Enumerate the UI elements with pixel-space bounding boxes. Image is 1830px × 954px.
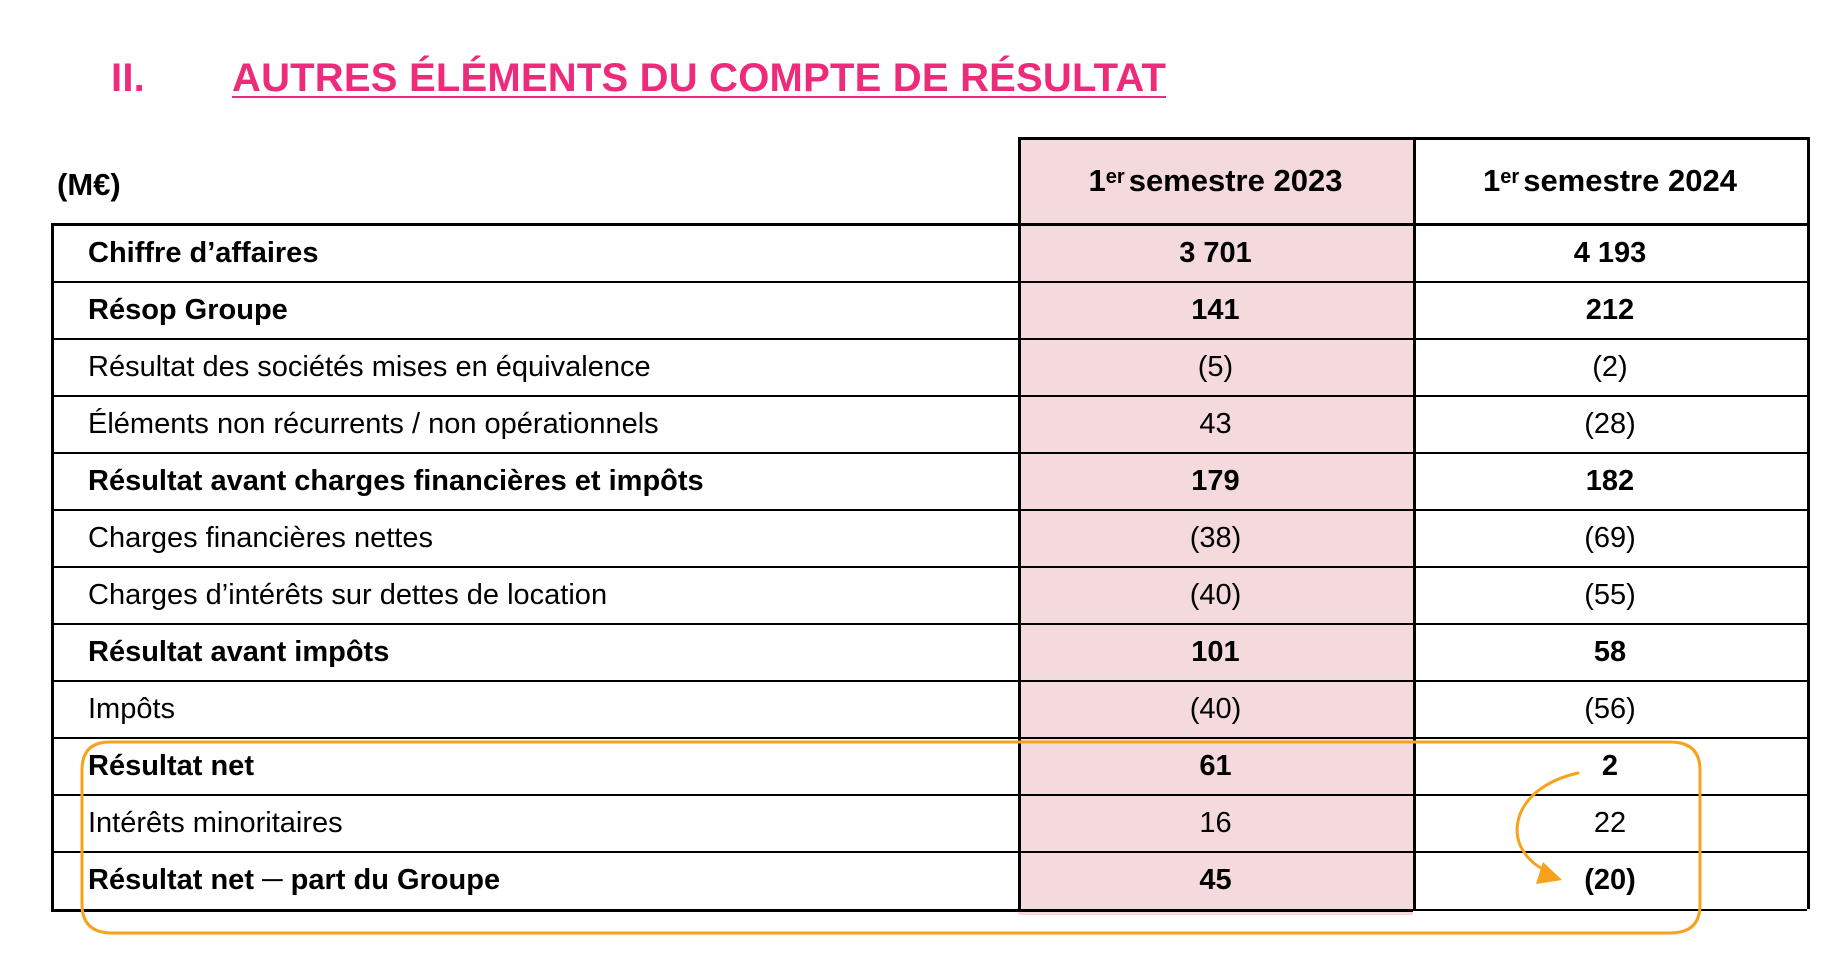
row-label: Charges financières nettes [88,522,433,554]
value-2024: 2 [1601,750,1619,782]
row-label: Résultat net [88,750,254,782]
grid-hline [51,509,1807,511]
grid-hline [51,223,1809,226]
value-2024: 182 [1585,465,1635,497]
grid-hline [51,395,1807,397]
row-label: Intérêts minoritaires [88,807,343,839]
grid-vline [1413,137,1416,909]
value-2023: (40) [1189,693,1242,725]
column-header-2024-prefix: 1 [1483,163,1501,198]
grid-vline [1807,137,1810,909]
grid-hline [51,281,1807,283]
row-label: Chiffre d’affaires [88,237,319,269]
row-label: Impôts [88,693,176,725]
row-label: Éléments non récurrents / non opérationnels [88,408,659,440]
value-2024: 58 [1593,636,1627,668]
grid-hline [51,794,1807,796]
value-2023: (40) [1189,579,1242,611]
value-2024: (69) [1584,522,1636,554]
grid-hline [51,338,1807,340]
value-2024: (2) [1592,351,1628,383]
grid-hline [51,680,1807,682]
row-label: Résop Groupe [88,294,288,326]
grid-hline [51,566,1807,568]
column-header-2023-prefix: 1 [1088,163,1106,198]
value-2023: 16 [1199,807,1232,839]
section-title: AUTRES ÉLÉMENTS DU COMPTE DE RÉSULTAT [232,55,1167,100]
row-label: Résultat net ─ part du Groupe [88,864,501,896]
value-2023: 3 701 [1179,237,1252,269]
column-header-2023: 1 $^{er}$ semestre 2023 [1088,163,1343,198]
column-header-2023-suffix: semestre 2023 [1128,163,1343,198]
grid-vline [51,223,54,912]
grid-vline [1018,137,1021,912]
row-label: Résultat avant charges financières et impôts [88,465,704,497]
value-2024: 212 [1585,294,1635,326]
value-2023: 141 [1191,294,1240,326]
grid-hline [1413,909,1807,911]
value-2023: (5) [1197,351,1234,383]
grid-hline [51,737,1807,739]
value-2024: 22 [1593,807,1627,839]
value-2024: (20) [1584,864,1636,896]
column-header-2024-suffix: semestre 2024 [1523,163,1737,198]
value-2023: 43 [1199,408,1232,440]
value-2023: 61 [1199,750,1232,782]
value-2023: 45 [1199,864,1232,896]
grid-hline [51,452,1807,454]
unit-label: (M€) [57,167,121,202]
section-heading [111,48,1166,108]
section-number: II. [111,55,145,100]
grid-hline [51,909,1413,912]
grid-hline [51,851,1807,853]
value-2023: 179 [1191,465,1240,497]
row-label: Charges d’intérêts sur dettes de location [88,579,608,611]
value-2024: (55) [1584,579,1636,611]
row-label: Résultat avant impôts [88,636,390,668]
value-2023: (38) [1189,522,1242,554]
column-header-2024: 1 $^{er}$ semestre 2024 [1483,163,1737,198]
value-2023: 101 [1191,636,1240,668]
row-label: Résultat des sociétés mises en équivalence [88,351,651,383]
value-2024: (56) [1584,693,1636,725]
grid-hline [51,623,1807,625]
value-2024: 4 193 [1573,237,1647,269]
value-2024: (28) [1584,408,1636,440]
